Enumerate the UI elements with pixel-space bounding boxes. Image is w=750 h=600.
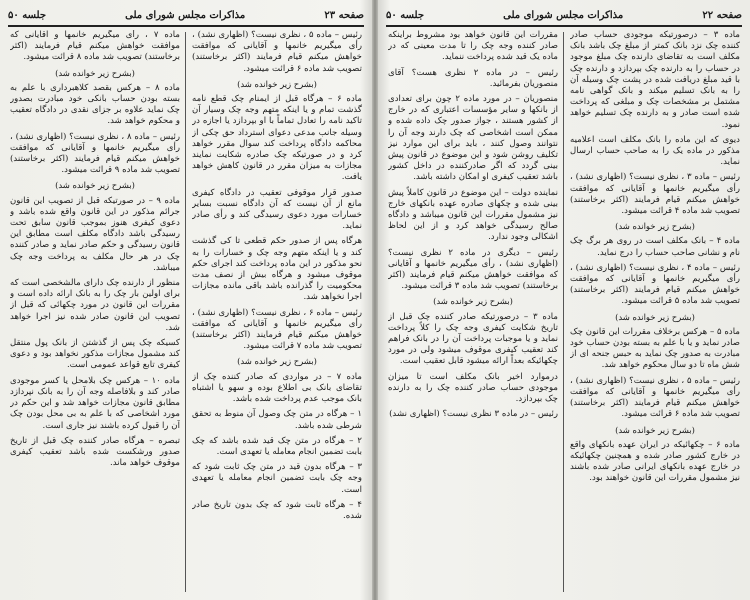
paragraph: نماینده دولت – این موضوع در قانون کاملاً پیش بینی شده و چکهای صادره عهده بانکهای خارج نیز مشمول مقررات این قانون میباشد و دادگاه صالح رسیدگی خواهد کرد و از این لحاظ اشکالی وجود ندارد. <box>388 187 558 243</box>
paragraph: هرگاه پس از صدور حکم قطعی تا کی گذشت کند و یا اینکه متهم وجه چک و خسارات را به نحو مذکور در این ماده پرداخت کند اجرای حکم موقوف میشود و هرگاه بیش از نصف مدت محکومیت را گذرانده باشد باقی مانده مجازات اجرا نخواهد شد. <box>192 236 362 303</box>
page-number: صفحه ۲۳ <box>324 9 364 21</box>
paragraph: ۲ – هرگاه در متن چک قید شده باشد که چک بابت تضمین انجام معامله یا تعهدی است. <box>192 435 362 457</box>
paragraph: منظور از دارنده چک دارای مالشخصی است که برای اولین بار چک را به بانک ارائه داده است و مقررات این قانون در مورد چکهائی که قبل از تصویب این قانون صادر شده نیز اجرا خواهد شد. <box>10 278 180 333</box>
paragraph: ماده ۶ – چکهائیکه در ایران عهده بانکهای واقع در خارج کشور صادر شده و همچنین چکهائیکه در خارج عهده بانکهای ایرانی صادر شده باشند نیز مشمول مقررات این قانون خواهند بود. <box>570 439 740 484</box>
running-title: مذاکرات مجلس شورای ملی <box>125 9 246 21</box>
paragraph: ۴ – هرگاه ثابت شود که چک بدون تاریخ صادر شده. <box>192 499 362 521</box>
paragraph: ماده ۸ – هرکس بقصد کلاهبرداری با علم به بسته بودن حساب بانکی خود مبادرت بصدور چک نماید علاوه بر جزای نقدی در دادگاه تعقیب و محکوم خواهد شد. <box>10 82 180 127</box>
right-page <box>378 0 750 600</box>
paragraph: کسیکه چک پس از گذشتن از بانک پول منتقل کند مشمول مجازات مذکور نخواهد بود و دعوی کیفری تابع قواعد عمومی است. <box>10 338 180 371</box>
paragraph: ماده ۱۰ – هرکس چک بلامحل یا کسر موجودی صادر کند و بلافاصله وجه آن را به بانک نپردازد مطابق قانون مجازات خواهد شد و این حکم در مورد اشخاصی که با علم به بی محل بودن چک آن را قبول کرده باشند نیز جاری است. <box>10 375 180 431</box>
reading-note: (بشرح زیر خوانده شد) <box>237 78 317 89</box>
page-header <box>386 6 742 24</box>
paragraph: ماده ۳ – درصورتیکه صادر کننده چک قبل از تاریخ شکایت کیفری وجه چک را کلاً پرداخت نماید و یا موجبات پرداخت آن را در بانک فراهم کند تعقیب کیفری موقوف میشود ولی در مورد چکهائیکه بعداً ارائه میشود قابل تعقیب است. <box>388 311 558 367</box>
reading-note: (بشرح زیر خوانده شد) <box>615 424 695 435</box>
paragraph: ماده ۹ – در صورتیکه قبل از تصویب این قانون جرائم مذکور در این قانون واقع شده باشد و دعوی کیفری هنوز بموجب قانون سابق تحت رسیدگی باشد دادگاه مکلف است مطابق این قانون رسیدگی و حکم صادر نماید و صادر کننده چک در هر حال مکلف به پرداخت وجه چک میباشد. <box>10 195 180 273</box>
paragraph: ماده ۳ – درصورتیکه موجودی حساب صادر کننده چک نزد بانک کمتر از مبلغ چک باشد بانک مکلف است به تقاضای دارنده چک مبلغ موجود در حساب را به دارنده چک بپردازد و دارنده چک با قید مبلغ دریافت شده در پشت چک وسیله آن را به بانک تسلیم میکند و بانک گواهی نامه مشتمل بر مشخصات چک و مبلغی که پرداخت شده است صادر و به دارنده چک تسلیم خواهد نمود. <box>570 30 740 130</box>
paragraph: مقررات این قانون خواهد بود مشروط براینکه صادر کننده وجه چک را تا مدت معینی که در ماده یک قید شده پرداخت ننماید. <box>388 30 558 63</box>
reading-note: (بشرح زیر خوانده شد) <box>55 180 135 191</box>
reading-note: (بشرح زیر خوانده شد) <box>433 296 513 307</box>
paragraph: ماده ۵ – هرکس برخلاف مقررات این قانون چک صادر نماید و یا با علم به بسته بودن حساب خود مبادرت به صدور چک نماید به حبس جنحه ای از شش ماه تا دو سال محکوم خواهد شد. <box>570 326 740 371</box>
session-label: جلسه ۵۰ <box>386 9 425 21</box>
running-title: مذاکرات مجلس شورای ملی <box>503 9 624 21</box>
reading-note: (بشرح زیر خوانده شد) <box>237 356 317 367</box>
paragraph: ماده ۷ ، رأی میگیریم خانمها و آقایانی که موافقت خواهش میکنم قیام فرمایند (اکثر برخاستند) تصویب شد ماده ۸ قرائت میشود. <box>10 30 180 63</box>
paragraph: ۳ – هرگاه بدون قید در متن چک ثابت شود که وجه چک بابت تضمین انجام معامله یا تعهدی است. <box>192 462 362 495</box>
paragraph: رئیس – دیگری در ماده ۲ نظری نیست؟ (اظهاری نشد) ، رأی میگیریم خانمها و آقایانی که موافقت خواهش میکنم قیام فرمایند (اکثر برخاستند) تصویب شد ماده ۳ قرائت میشود. <box>388 247 558 292</box>
reading-note: (بشرح زیر خوانده شد) <box>615 311 695 322</box>
paragraph: تبصره – هرگاه صادر کننده چک قبل از تاریخ صدور ورشکست شده باشد تعقیب کیفری موقوف خواهد ماند. <box>10 435 180 469</box>
paragraph: رئیس – ماده ۵ ، نظری نیست؟ (اظهاری نشد) ، رأی میگیریم خانمها و آقایانی که موافقت خواهش میکنم قیام فرمایند (اکثر برخاستند) تصویب شد ماده ۶ قرائت میشود. <box>192 30 362 74</box>
paragraph: درموارد اخیر بانک مکلف است تا میزان موجودی حساب صادر کننده چک را به دارنده چک بپردازد. <box>388 371 558 405</box>
paragraph: رئیس – ماده ۳ ، نظری نیست؟ (اظهاری نشد) ، رأی میگیریم خانمها و آقایانی که موافقت خواهش میکنم قیام فرمایند (اکثر برخاستند) تصویب شد ماده ۴ قرائت میشود. <box>570 172 740 217</box>
paragraph: صدور قرار موقوفی تعقیب در دادگاه کیفری مانع از آن نیست که آن دادگاه نسبت بسایر خسارات مورد دعوی رسیدگی کند و رأی صادر نماید. <box>192 187 362 232</box>
paragraph: ماده ۷ – در مواردی که صادر کننده چک از تقاضای بانک بی اطلاع بوده و سهو یا اشتباه بانک موجب عدم پرداخت شده باشد. <box>192 371 362 405</box>
paragraph: رئیس – ماده ۵ ، نظری نیست؟ (اظهاری نشد) ، رأی میگیریم خانمها و آقایانی که موافقت خواهش میکنم قیام فرمایند (اکثر برخاستند) تصویب شد ماده ۶ قرائت میشود. <box>570 375 740 420</box>
left-page <box>0 0 372 600</box>
column-divider <box>185 32 186 592</box>
left-column-left <box>10 30 180 596</box>
page-header <box>8 6 364 24</box>
paragraph: منصوریان – در مورد ماده ۲ چون برای تعدادی از بانکها و سایر مؤسسات اعتباری که در خارج از کشور هستند ، جواز صدور چک داده شده و ممکن است اشخاصی که چک دارند وجه آن را نتوانند وصول کنند ، باید برای این موارد نیز تکلیف روشن شود و این موضوع در قانون پیش بینی گردد که اگر صادرکننده در داخل کشور باشد تعقیب کیفری او امکان داشته باشد. <box>388 94 558 183</box>
paragraph: رئیس – ماده ۴ ، نظری نیست؟ (اظهاری نشد) ، رأی میگیریم خانمها و آقایانی که موافقت خواهش میکنم قیام فرمایند (اکثر برخاستند) تصویب شد ماده ۵ قرائت میشود. <box>570 262 740 307</box>
session-label: جلسه ۵۰ <box>8 9 47 21</box>
right-column-right <box>570 30 740 596</box>
paragraph: رئیس – ماده ۶ ، نظری نیست؟ (اظهاری نشد) ، رأی میگیریم خانمها و آقایانی که موافقت خواهش میکنم قیام فرمایند (اکثر برخاستند) تصویب شد ماده ۷ قرائت میشود. <box>192 307 362 352</box>
paragraph: دیوی که این ماده را بانک مکلف است اعلامیه مذکور در ماده یک را به صاحب حساب ارسال نماید. <box>570 134 740 168</box>
paragraph: رئیس – در ماده ۳ نظری نیست؟ (اظهاری نشد) <box>389 409 558 420</box>
reading-note: (بشرح زیر خوانده شد) <box>55 67 135 78</box>
paragraph: ماده ۶ – هرگاه قبل از ایمنام چک قطع نامه گذشت تمام و یا اینکه متهم وجه چک وسیار آن تاکید نامه را تعادل تماماً با او بپردازد یا اجازه در وسیله جانب مدعی دعوای استرداد حق چکی از محاکمه دادگاه پرداخت کند سوال مقرر خواهد کرد و در صورتیکه چک صادره شکایت نمایند مجازات به میزان مقرر در قانون کاهش خواهد یافت. <box>192 94 362 183</box>
page-number: صفحه ۲۲ <box>702 9 742 21</box>
paragraph: ماده ۴ – بانک مکلف است در روی هر برگ چک نام و نشانی صاحب حساب را درج نماید. <box>570 236 740 258</box>
reading-note: (بشرح زیر خوانده شد) <box>615 221 695 232</box>
paragraph: رئیس – ماده ۸ ، نظری نیست؟ (اظهاری نشد) ، رأی میگیریم خانمها و آقایانی که موافقت خواهش میکنم قیام فرمایند (اکثر برخاستند) تصویب شد ماده ۹ قرائت میشود. <box>10 131 180 176</box>
paragraph: رئیس – در ماده ۲ نظری هست؟ آقای منصوریان بفرمائید. <box>388 67 558 89</box>
header-rule <box>386 25 742 27</box>
header-rule <box>8 25 364 27</box>
left-column-right <box>192 30 362 596</box>
right-column-left <box>388 30 558 596</box>
column-divider <box>563 32 564 592</box>
paragraph: ۱ – هرگاه در متن چک وصول آن منوط به تحقق شرطی شده باشد. <box>192 409 362 431</box>
